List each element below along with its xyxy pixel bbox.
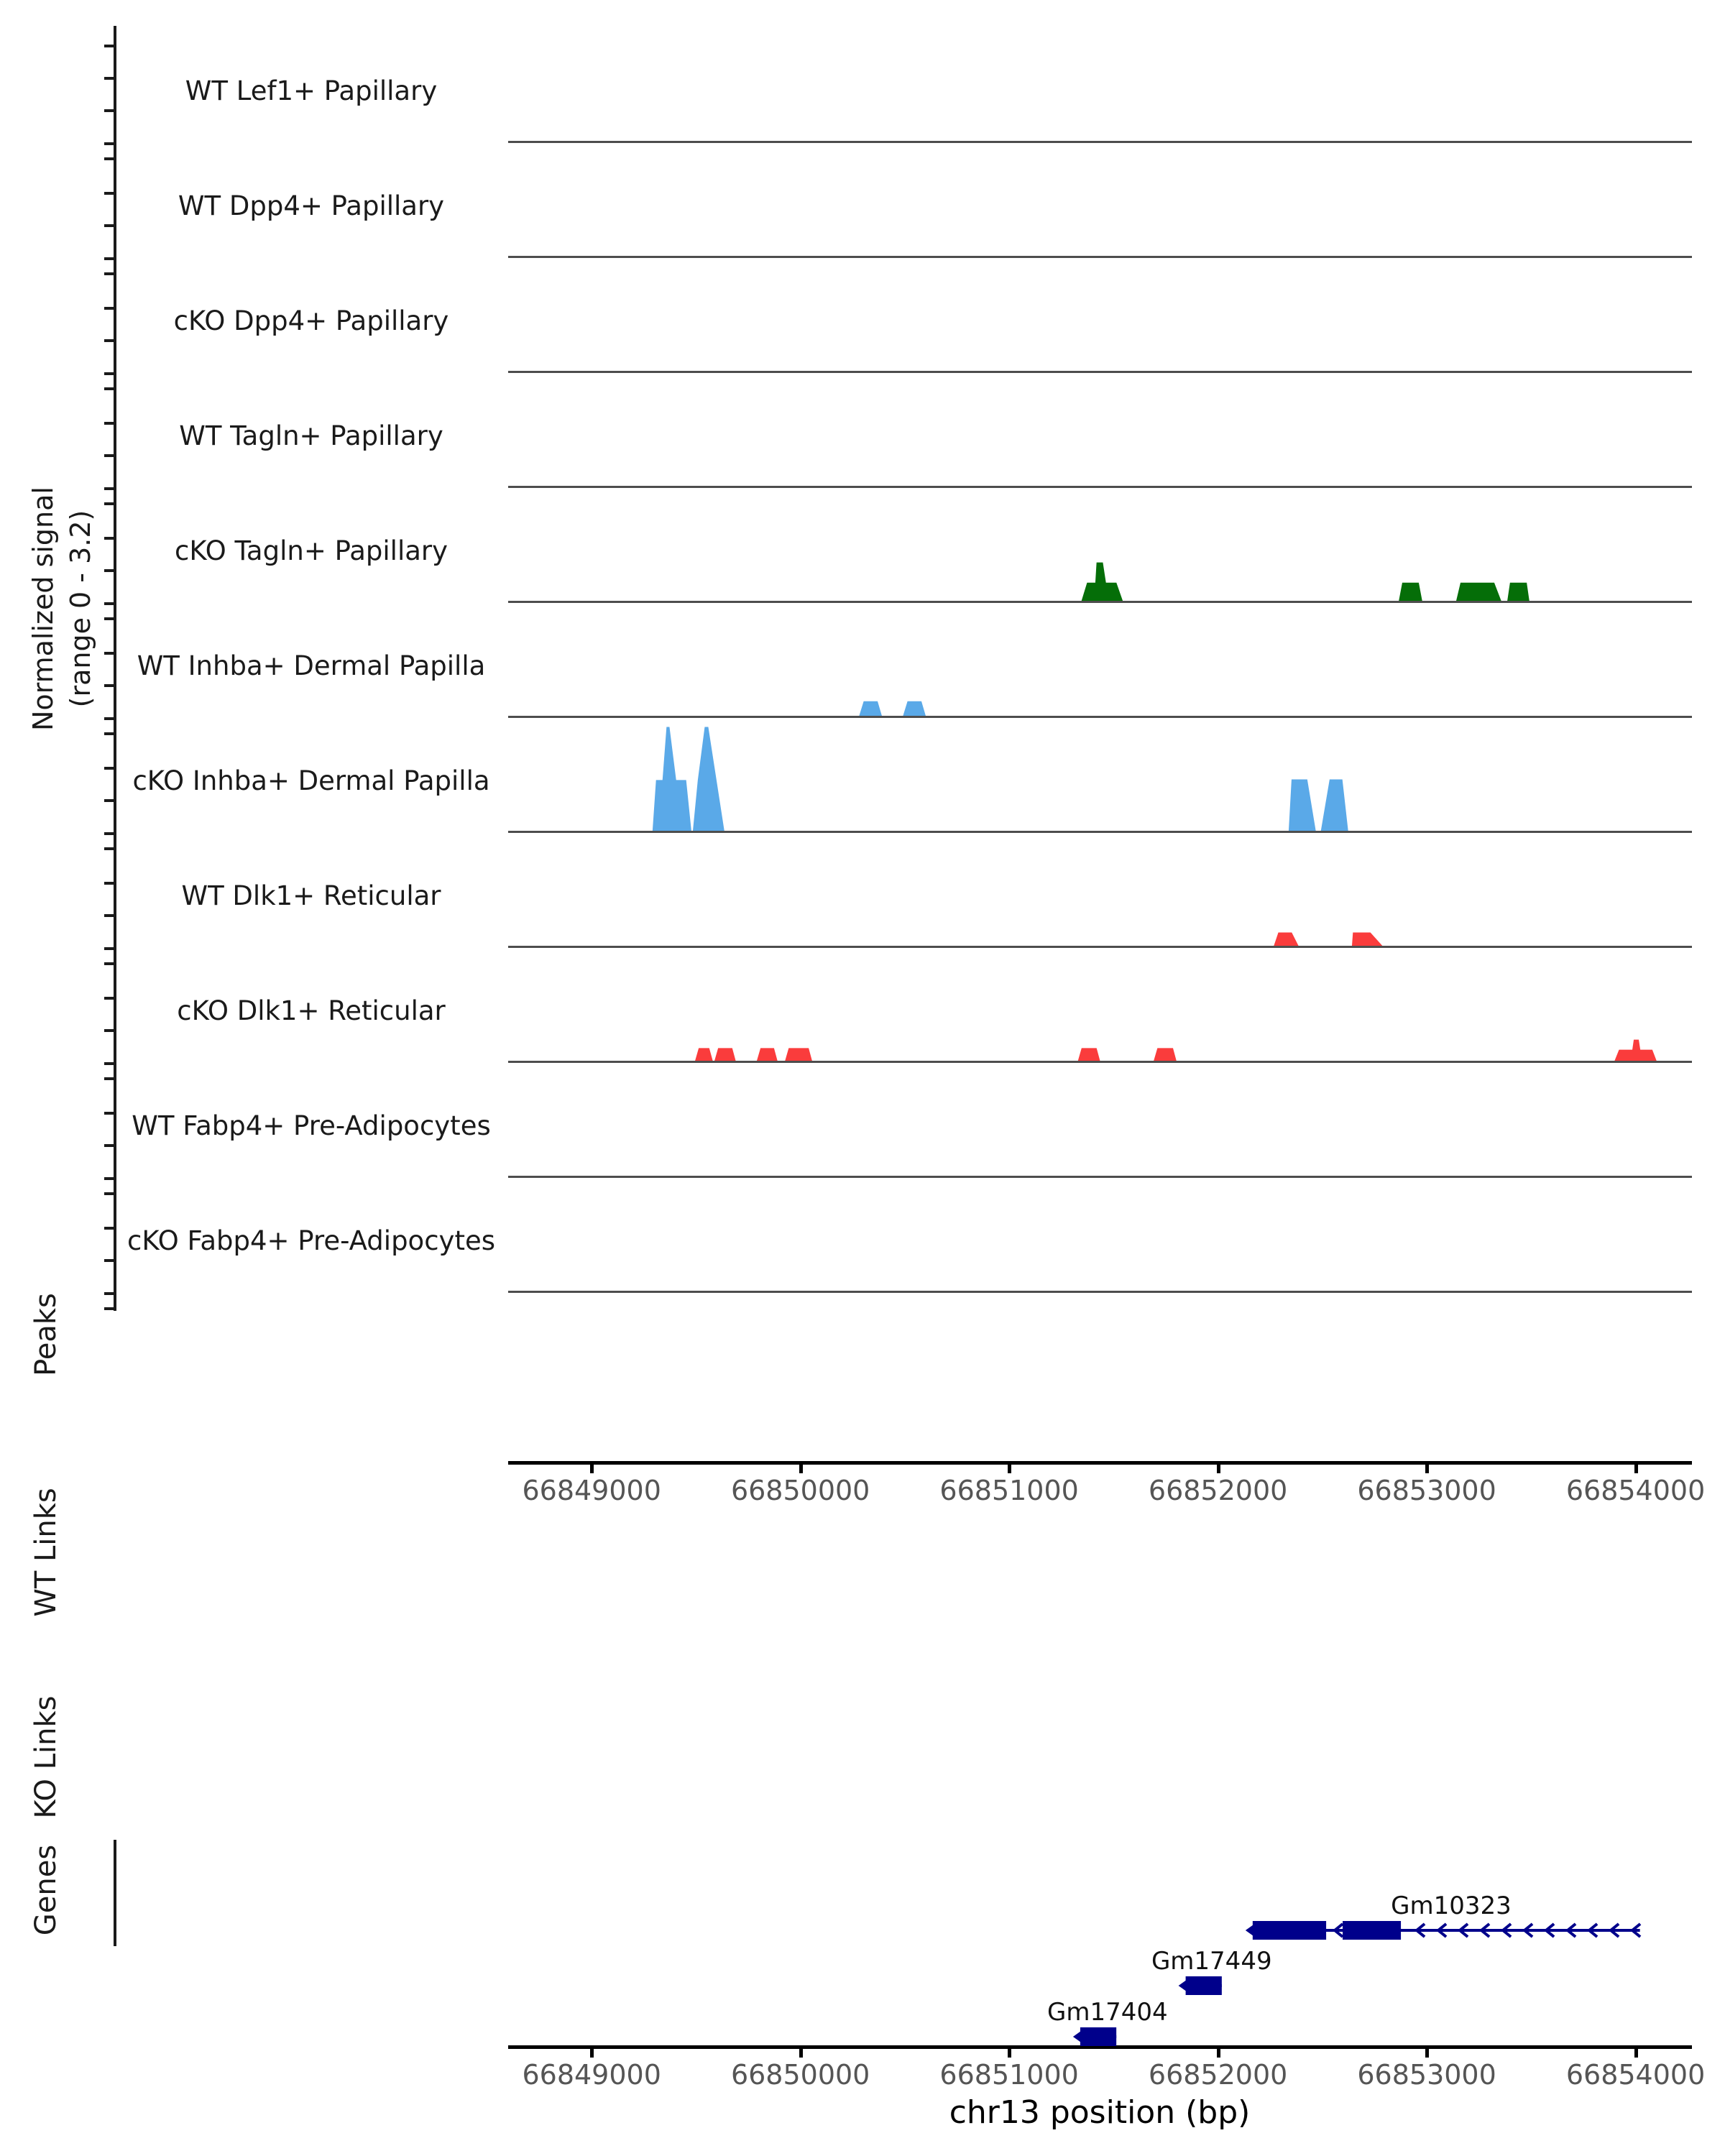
y-axis-tick (104, 454, 114, 457)
gene-label: Gm17449 (1151, 1947, 1272, 1976)
y-axis-tick (104, 1062, 114, 1065)
track-label: WT Fabp4+ Pre-Adipocytes (132, 1110, 491, 1141)
y-axis-tick (104, 1259, 114, 1262)
track-label: WT Tagln+ Papillary (179, 420, 443, 451)
y-axis-tick (104, 617, 114, 620)
x-axis-tick-label: 66854000 (1565, 1475, 1706, 1506)
track-baseline (508, 256, 1692, 258)
signal-peaks-7 (508, 840, 1692, 948)
track-baseline (508, 601, 1692, 603)
x-axis-tick-label: 66849000 (522, 2059, 661, 2091)
x-axis-tick (1008, 2048, 1011, 2058)
signal-peak (860, 701, 882, 717)
track-baseline (508, 141, 1692, 143)
y-axis-tick (104, 1292, 114, 1295)
y-axis-tick (104, 109, 114, 112)
gene-exon (1253, 1921, 1326, 1940)
y-axis-tick (104, 732, 114, 735)
y-axis-tick (104, 1029, 114, 1032)
y-axis-title-line2: (range 0 - 3.2) (65, 510, 96, 708)
x-axis-tick-label: 66851000 (939, 2059, 1079, 2091)
y-axis-tick (104, 502, 114, 505)
signal-peak (1274, 933, 1299, 946)
gene-exon (1343, 1921, 1401, 1940)
track-label: cKO Dpp4+ Papillary (173, 305, 449, 336)
y-axis-tick (104, 684, 114, 687)
x-axis-tick-label: 66852000 (1148, 2059, 1288, 2091)
gene-exon (1080, 2027, 1116, 2046)
y-axis-tick (104, 45, 114, 47)
x-axis-tick-label: 66850000 (730, 1475, 870, 1506)
signal-peak (1456, 583, 1501, 602)
y-axis-title-line1: Normalized signal (27, 487, 59, 731)
signal-peak (786, 1049, 812, 1061)
track-label: WT Inhba+ Dermal Papilla (137, 650, 486, 681)
signal-peak (1154, 1049, 1176, 1061)
gene-label: Gm17404 (1047, 1998, 1168, 2027)
x-axis-tick (1425, 2048, 1429, 2058)
y-axis-tick (104, 224, 114, 227)
track-label: WT Dlk1+ Reticular (181, 880, 441, 911)
y-axis-tick (104, 387, 114, 390)
x-axis-tick-label: 66853000 (1357, 1475, 1496, 1506)
track-label: WT Lef1+ Papillary (185, 75, 438, 106)
track-label: cKO Dlk1+ Reticular (177, 995, 446, 1026)
x-axis-tick-label: 66849000 (522, 1475, 661, 1506)
y-axis-tick (104, 602, 114, 605)
signal-peak (653, 727, 691, 831)
genes-track (508, 1904, 1692, 2048)
peaks-x-axis-line (508, 1461, 1692, 1465)
signal-peak (1289, 780, 1315, 831)
y-axis-tick (104, 272, 114, 275)
y-axis-tick (104, 339, 114, 342)
y-axis-tick (104, 257, 114, 260)
track-label: cKO Tagln+ Papillary (174, 535, 448, 566)
track-label: cKO Inhba+ Dermal Papilla (132, 765, 490, 796)
track-baseline (508, 946, 1692, 948)
x-axis-tick (799, 1464, 803, 1473)
x-axis-tick (1008, 1464, 1011, 1473)
y-axis-tick (104, 847, 114, 850)
x-axis-tick (1634, 1464, 1638, 1473)
gene-strand-arrow-icon (1073, 2030, 1083, 2044)
signal-peak (1321, 780, 1348, 831)
section-label-genes: Genes (29, 1844, 63, 1936)
track-baseline (508, 1291, 1692, 1293)
section-label-wt-links: WT Links (29, 1488, 63, 1617)
y-axis-tick (104, 1307, 114, 1310)
y-axis-tick (104, 569, 114, 572)
signal-peaks-4 (508, 495, 1692, 603)
section-label-ko-links: KO Links (29, 1695, 63, 1819)
y-axis-tick (104, 832, 114, 835)
signal-peak (1078, 1049, 1100, 1061)
track-label: WT Dpp4+ Papillary (178, 190, 445, 221)
section-label-peaks: Peaks (29, 1293, 63, 1376)
genes-y-axis-spine (114, 1840, 116, 1946)
y-axis-tick (104, 157, 114, 160)
y-axis-tick (104, 1077, 114, 1080)
x-axis-tick-label: 66852000 (1148, 1475, 1288, 1506)
gene-strand-arrow-icon (1246, 1923, 1256, 1938)
track-baseline (508, 486, 1692, 488)
signal-peak (903, 701, 926, 717)
signal-peaks-5 (508, 610, 1692, 718)
y-axis-tick (104, 962, 114, 965)
x-axis-tick (1217, 1464, 1220, 1473)
x-axis-tick-label: 66854000 (1565, 2059, 1706, 2091)
signal-peak (693, 727, 724, 831)
x-axis-title: chr13 position (bp) (949, 2094, 1251, 2131)
y-axis-tick (104, 914, 114, 917)
x-axis-tick (590, 2048, 594, 2058)
signal-peak (1352, 933, 1382, 946)
y-axis-tick (104, 372, 114, 375)
track-baseline (508, 1176, 1692, 1178)
track-baseline (508, 371, 1692, 373)
y-axis-tick (104, 1144, 114, 1147)
y-axis-tick (104, 487, 114, 490)
track-label: cKO Fabp4+ Pre-Adipocytes (126, 1225, 495, 1256)
signal-peak (1615, 1040, 1657, 1061)
gene-strand-arrow-icon (1179, 1978, 1189, 1993)
y-axis-tick (104, 1192, 114, 1195)
x-axis-tick-label: 66850000 (730, 2059, 870, 2091)
signal-peak (757, 1049, 777, 1061)
x-axis-tick (1425, 1464, 1429, 1473)
signal-peaks-6 (508, 725, 1692, 833)
signal-peak (1082, 563, 1123, 602)
x-axis-tick-label: 66853000 (1357, 2059, 1496, 2091)
y-axis-tick (104, 799, 114, 802)
signal-peak (1399, 583, 1422, 602)
x-axis-tick-label: 66851000 (939, 1475, 1079, 1506)
y-axis-tick (104, 947, 114, 950)
x-axis-tick (1634, 2048, 1638, 2058)
x-axis-tick (799, 2048, 803, 2058)
signal-peak (714, 1049, 735, 1061)
y-axis-title (24, 321, 104, 896)
signal-peak (1508, 583, 1530, 602)
x-axis-tick (1217, 2048, 1220, 2058)
track-baseline (508, 716, 1692, 718)
x-axis-tick (590, 1464, 594, 1473)
signal-peaks-8 (508, 955, 1692, 1063)
gene-exon (1186, 1976, 1222, 1995)
signal-peak (695, 1049, 712, 1061)
track-baseline (508, 831, 1692, 833)
y-axis-tick (104, 717, 114, 720)
y-axis-tick (104, 1177, 114, 1180)
track-baseline (508, 1061, 1692, 1063)
gene-label: Gm10323 (1391, 1892, 1512, 1920)
y-axis-tick (104, 142, 114, 145)
